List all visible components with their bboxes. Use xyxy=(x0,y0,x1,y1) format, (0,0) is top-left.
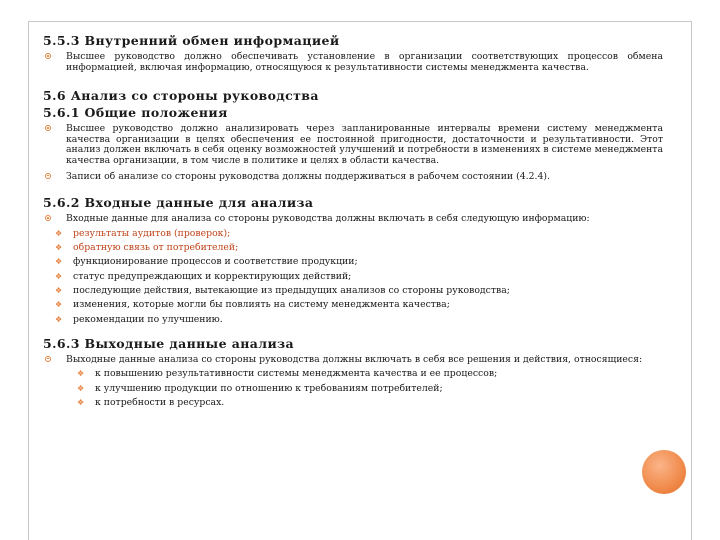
section-management-review xyxy=(43,87,663,182)
slide-frame-top xyxy=(28,21,692,22)
list-item: Высшее руководство должно обеспечивать установление в организации соответствующих процессов обмена информацией, включая информацию, относящуюся к результативности системы менеджмента качества. xyxy=(43,52,663,73)
list-item: Выходные данные анализа со стороны руководства должны включать в себя все решения и действия, относящиеся: ❖ к повышению результативности системы менеджмента качества и ее процессов; ❖ к улучшению продукции по отношению к требованиям потребителей; ❖ к потребности в ресурсах. xyxy=(43,355,663,411)
section-review-output xyxy=(43,335,663,411)
diamond-bullet-icon: ❖ xyxy=(77,383,85,393)
slide-frame-left xyxy=(28,21,29,540)
section-internal-communication xyxy=(43,32,663,73)
section-heading: 5.6.2 Входные данные для анализа xyxy=(43,195,314,211)
diamond-bullet-icon: ❖ xyxy=(55,271,63,281)
sub-list-item: ❖ к улучшению продукции по отношению к требованиям потребителей; xyxy=(77,382,443,394)
diamond-bullet-icon: ❖ xyxy=(55,257,63,267)
sub-list-item: ❖ обратную связь от потребителей; xyxy=(55,242,239,254)
diamond-bullet-icon: ❖ xyxy=(55,285,63,295)
sub-list-item: ❖ функционирование процессов и соответствие продукции; xyxy=(55,256,358,268)
section-heading: 5.6 Анализ со стороны руководства xyxy=(43,88,319,104)
circle-bullet-icon xyxy=(45,125,51,131)
slide-frame-right xyxy=(691,21,692,540)
section-review-input xyxy=(43,194,663,327)
list-item: Высшее руководство должно анализировать через запланированные интервалы времени систему менеджмента качества организации в целях обеспечения ее постоянной пригодности, достаточности и результативности. Этот анализ должен включать в себя оценку возможностей улучшений и потребности в изменениях в системе менеджмента качества организации, в том числе в политике и целях в области качества. xyxy=(43,124,663,166)
section-subheading: 5.6.1 Общие положения xyxy=(43,105,228,121)
sub-list-item: ❖ к потребности в ресурсах. xyxy=(77,397,225,409)
section-heading: 5.5.3 Внутренний обмен информацией xyxy=(43,33,340,48)
diamond-bullet-icon: ❖ xyxy=(77,398,85,408)
diamond-bullet-icon: ❖ xyxy=(77,369,85,379)
diamond-bullet-icon: ❖ xyxy=(55,300,63,310)
sub-bullet-list xyxy=(43,227,663,327)
sub-bullet-list xyxy=(43,367,663,411)
circle-bullet-icon xyxy=(45,53,51,59)
circle-bullet-icon xyxy=(45,356,51,362)
slide-content xyxy=(43,32,663,416)
diamond-bullet-icon: ❖ xyxy=(55,314,63,324)
bullet-list xyxy=(43,124,663,182)
sub-list-item: ❖ рекомендации по улучшению. xyxy=(55,313,223,325)
list-item: Входные данные для анализа со стороны руководства должны включать в себя следующую информацию: ❖ результаты аудитов (проверок); ❖ обратную связь от потребителей; ❖ функционирование процессов и соответствие продукции; ❖ статус предупреждающих и корректирующих действий; ❖ последующие действия, вытекающие из предыдущих анализов со стороны руководства; ❖ изменения, которые могли бы повлиять на систему менеджмента качества; ❖ рекомендации по улучшению. xyxy=(43,214,663,327)
sub-list-item: ❖ последующие действия, вытекающие из предыдущих анализов со стороны руководства; xyxy=(55,284,510,296)
bullet-list xyxy=(43,355,663,411)
sub-list-item: ❖ изменения, которые могли бы повлиять на систему менеджмента качества; xyxy=(55,299,450,311)
diamond-bullet-icon: ❖ xyxy=(55,228,63,238)
list-item: Записи об анализе со стороны руководства должны поддерживаться в рабочем состоянии (4.2.4). xyxy=(43,172,663,183)
circle-bullet-icon xyxy=(45,215,51,221)
bullet-list xyxy=(43,214,663,327)
diamond-bullet-icon: ❖ xyxy=(55,243,63,253)
section-heading: 5.6.3 Выходные данные анализа xyxy=(43,335,295,351)
sub-list-item: ❖ к повышению результативности системы менеджмента качества и ее процессов; xyxy=(77,368,498,380)
sub-list-item: ❖ статус предупреждающих и корректирующих действий; xyxy=(55,270,352,282)
circle-bullet-icon xyxy=(45,173,51,179)
sub-list-item: ❖ результаты аудитов (проверок); xyxy=(55,227,231,239)
bullet-list xyxy=(43,52,663,73)
decorative-orange-circle xyxy=(642,450,686,494)
